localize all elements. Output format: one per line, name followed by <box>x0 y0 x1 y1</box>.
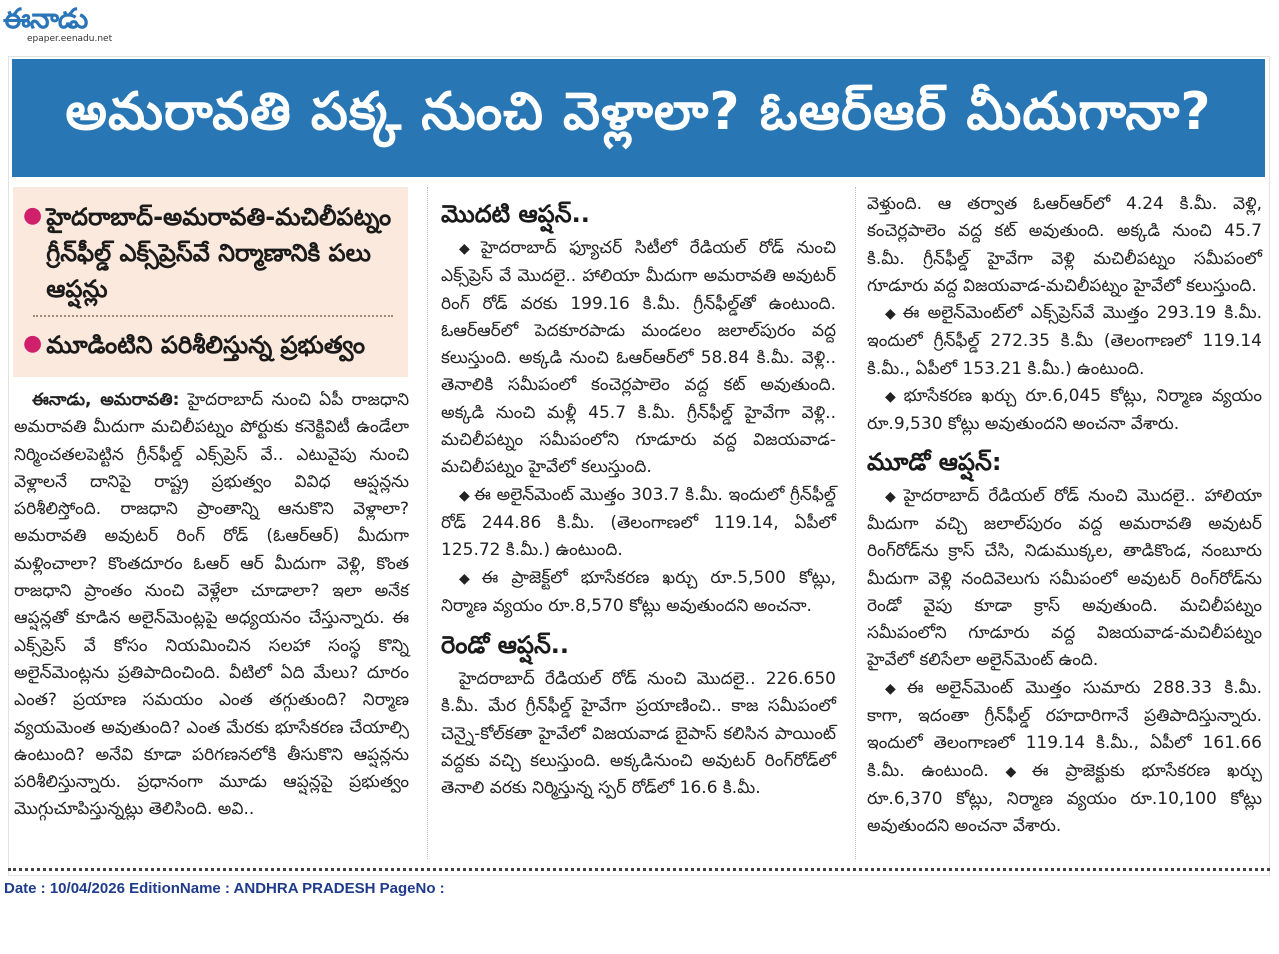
column-option1 <box>441 195 836 803</box>
highlight-box <box>13 187 408 377</box>
bottom-divider <box>8 868 1270 871</box>
highlight-text: హైదరాబాద్-అమరావతి-మచిలీపట్నం గ్రీన్‌ఫీల్డ్ ఎక్స్‌ప్రెస్‌వే నిర్మాణానికి పలు ఆప్షన్లు <box>46 203 392 303</box>
logo-wordmark: ఈనాడు <box>3 2 88 35</box>
diamond-icon: ◆ <box>1005 763 1028 780</box>
option1-para: ◆ హైదరాబాద్ ఫ్యూచర్ సిటీలో రేడియల్ రోడ్ నుంచి ఎక్స్‌ప్రెస్ వే మొదలై.. హాలియా మీదుగా అమరావతి అవుటర్ రింగ్ రోడ్ వరకు 199.16 కి.మీ. గ్రీన్‌ఫీల్డ్‌తో ఉంటుంది. ఓఆర్ఆర్‌లో పెదకూరపాడు మండలం జలాల్‌పురం వద్ద కలుస్తుంది. అక్కడి నుంచి ఓఆర్ఆర్‌లో 58.84 కి.మీ. వెళ్లి.. తెనాలికి సమీపంలో కంచెర్లపాలెం వద్ద కట్ అవుతుంది. అక్కడి నుంచి మళ్లీ 45.7 కి.మీ. గ్రీన్‌ఫీల్డ్ హైవేగా వెళ్లి.. మచిలీపట్నం సమీపంలోని గూడూరు వద్ద విజయవాడ-మచిలీపట్నం హైవేలో కలుస్తుంది. <box>441 238 836 478</box>
option1-para: ◆ ఈ అలైన్‌మెంట్ మొత్తం 303.7 కి.మీ. ఇందులో గ్రీన్‌ఫీల్డ్ రోడ్ 244.86 కి.మీ. (తెలంగాణలో 119.14, ఏపీలో 125.72 కి.మీ.) ఉంటుంది. <box>441 484 836 561</box>
news-clipping <box>8 56 1270 876</box>
diamond-icon: ◆ <box>885 389 900 406</box>
page-headline: అమరావతి పక్క నుంచి వెళ్లాలా? ఓఆర్ఆర్ మీదుగానా? <box>65 81 1212 142</box>
highlight-text: మూడింటిని పరిశీలిస్తున్న ప్రభుత్వం <box>46 331 366 359</box>
intro-paragraph <box>14 387 409 824</box>
diamond-icon: ◆ <box>885 306 899 323</box>
option2-heading: రెండో ఆప్షన్.. <box>441 631 570 660</box>
highlight-divider <box>33 315 393 317</box>
diamond-icon: ◆ <box>459 241 477 257</box>
diamond-icon: ◆ <box>885 488 900 505</box>
column-divider <box>427 187 428 859</box>
column-intro <box>14 387 409 824</box>
highlight-item <box>23 199 398 307</box>
intro-text: హైదరాబాద్ నుంచి ఏపీ రాజధాని అమరావతి మీదుగా మచిలీపట్నం పోర్టుకు కనెక్టివిటీ ఉండేలా నిర్మించతలపెట్టిన గ్రీన్‌ఫీల్డ్ ఎక్స్‌ప్రెస్ వే.. ఎటువైపు నుంచి వెళ్లాలనే దానిపై రాష్ట్ర ప్రభుత్వం వివిధ ఆప్షన్లను పరిశీలిస్తోంది. రాజధాని ప్రాంతాన్ని ఆనుకొని వెళ్లాలా? అమరావతి అవుటర్ రింగ్ రోడ్ (ఓఆర్ఆర్) మీదుగా మళ్లించాలా? కొంతదూరం ఓఆర్ ఆర్ మీదుగా వెళ్లి, కొంత రాజధాని ప్రాంతం నుంచి వెళ్లేలా చూడాలా? ఇలా అనేక ఆప్షన్లతో కూడిన అలైన్‌మెంట్లపై అధ్యయనం చేస్తున్నారు. ఈ ఎక్స్‌ప్రెస్ వే కోసం నియమించిన సలహా సంస్థ కొన్ని అలైన్‌మెంట్లను ప్రతిపాదించింది. వీటిలో ఏది మేలు? దూరం ఎంత? ప్రయాణ సమయం ఎంత తగ్గుతుంది? నిర్మాణ వ్యయమెంత అవుతుంది? ఎంత మేరకు భూసేకరణ చేయాల్సి ఉంటుంది? అనేవి కూడా పరిగణనలోకి తీసుకొని ఆప్షన్లను పరిశీలిస్తున్నారు. ప్రధానంగా మూడు ఆప్షన్లపై ప్రభుత్వం మొగ్గుచూపిస్తున్నట్లు తెలిసింది. అవి.. <box>14 390 409 820</box>
eenadu-logo[interactable] <box>3 2 112 44</box>
option2-para: హైదరాబాద్ రేడియల్ రోడ్ నుంచి మొదలై.. 226.650 కి.మీ. మేర గ్రీన్‌ఫీల్డ్ హైవేగా ప్రయాణించి.. కాజ సమీపంలో చెన్నై-కోల్‌కతా హైవేలో విజయవాడ బైపాస్ కలిసిన పాయింట్ వద్దకు వచ్చి కలుస్తుంది. అక్కడినుంచి అవుటర్ రింగ్‌రోడ్‌లో తెనాలి వరకు నిర్మిస్తున్న స్పర్ రోడ్‌లో 16.6 కి.మీ. <box>441 669 836 799</box>
option2-para-cont: వెళ్తుంది. ఆ తర్వాత ఓఆర్ఆర్‌లో 4.24 కి.మీ. వెళ్లి, కంచెర్లపాలెం వద్ద కట్ అవుతుంది. అక్కడి నుంచి 45.7 కి.మీ. గ్రీన్‌ఫీల్డ్ హైవేగా వెళ్లి మచిలీపట్నం సమీపంలో గూడూరు వద్ద విజయవాడ-మచిలీపట్నం హైవేలో కలుస్తుంది. <box>867 194 1262 296</box>
logo-url: epaper.eenadu.net <box>27 34 113 44</box>
column-option3 <box>867 191 1262 841</box>
option1-heading: మొదటి ఆప్షన్.. <box>441 200 590 228</box>
option2-para: ◆ భూసేకరణ ఖర్చు రూ.6,045 కోట్లు, నిర్మాణ వ్యయం రూ.9,530 కోట్లు అవుతుందని అంచనా వేశారు. <box>867 386 1262 435</box>
option1-para: ◆ ఈ ప్రాజెక్ట్‌లో భూసేకరణ ఖర్చు రూ.5,500 కోట్లు, నిర్మాణ వ్యయం రూ.8,570 కోట్లు అవుతుందని అంచనా. <box>441 567 836 616</box>
column-divider <box>855 187 856 859</box>
diamond-icon: ◆ <box>459 570 478 587</box>
option3-para: ◆ హైదరాబాద్ రేడియల్ రోడ్ నుంచి మొదలై.. హాలియా మీదుగా వచ్చి జలాల్‌పురం వద్ద అమరావతి అవుటర్ రింగ్‌రోడ్‌ను క్రాస్ చేసి, నిడుముక్కల, తాడికొండ, నంబూరు మీదుగా వెళ్లి నందివెలుగు సమీపంలో అవుటర్ రింగ్‌రోడ్‌ను రెండో వైపు కూడా క్రాస్ అవుతుంది. మచిలీపట్నం సమీపంలోని గూడూరు వద్ద విజయవాడ-మచిలీపట్నం హైవేలో కలిసేలా అలైన్‌మెంట్ ఉంది. <box>867 485 1262 671</box>
highlight-item <box>23 327 398 363</box>
diamond-icon: ◆ <box>459 487 471 504</box>
diamond-icon: ◆ <box>885 680 903 697</box>
bullet-icon: ● <box>23 203 43 228</box>
bullet-icon: ● <box>23 331 43 356</box>
edition-footer: Date : 10/04/2026 EditionName : ANDHRA PRADESH PageNo : <box>4 880 445 897</box>
option2-para: ◆ ఈ అలైన్‌మెంట్‌లో ఎక్స్‌ప్రెస్‌వే మొత్తం 293.19 కి.మీ. ఇందులో గ్రీన్‌ఫీల్డ్ 272.35 కి.మీ (తెలంగాణలో 119.14 కి.మీ., ఏపీలో 153.21 కి.మీ.) ఉంటుంది. <box>867 303 1262 379</box>
dateline: ఈనాడు, అమరావతి: <box>32 390 180 410</box>
option3-heading: మూడో ఆప్షన్: <box>867 447 1002 476</box>
headline-band <box>12 59 1265 177</box>
option3-para: ◆ ఈ అలైన్‌మెంట్ మొత్తం సుమారు 288.33 కి.మీ. కాగా, ఇదంతా గ్రీన్‌ఫీల్డ్ రహదారిగానే ప్రతిపాదిస్తున్నారు. ఇందులో తెలంగాణలో 119.14 కి.మీ., ఏపీలో 161.66 కి.మీ. ఉంటుంది. ◆ ఈ ప్రాజెక్టుకు భూసేకరణ ఖర్చు రూ.6,370 కోట్లు, నిర్మాణ వ్యయం రూ.10,100 కోట్లు అవుతుందని అంచనా వేశారు. <box>867 677 1263 837</box>
